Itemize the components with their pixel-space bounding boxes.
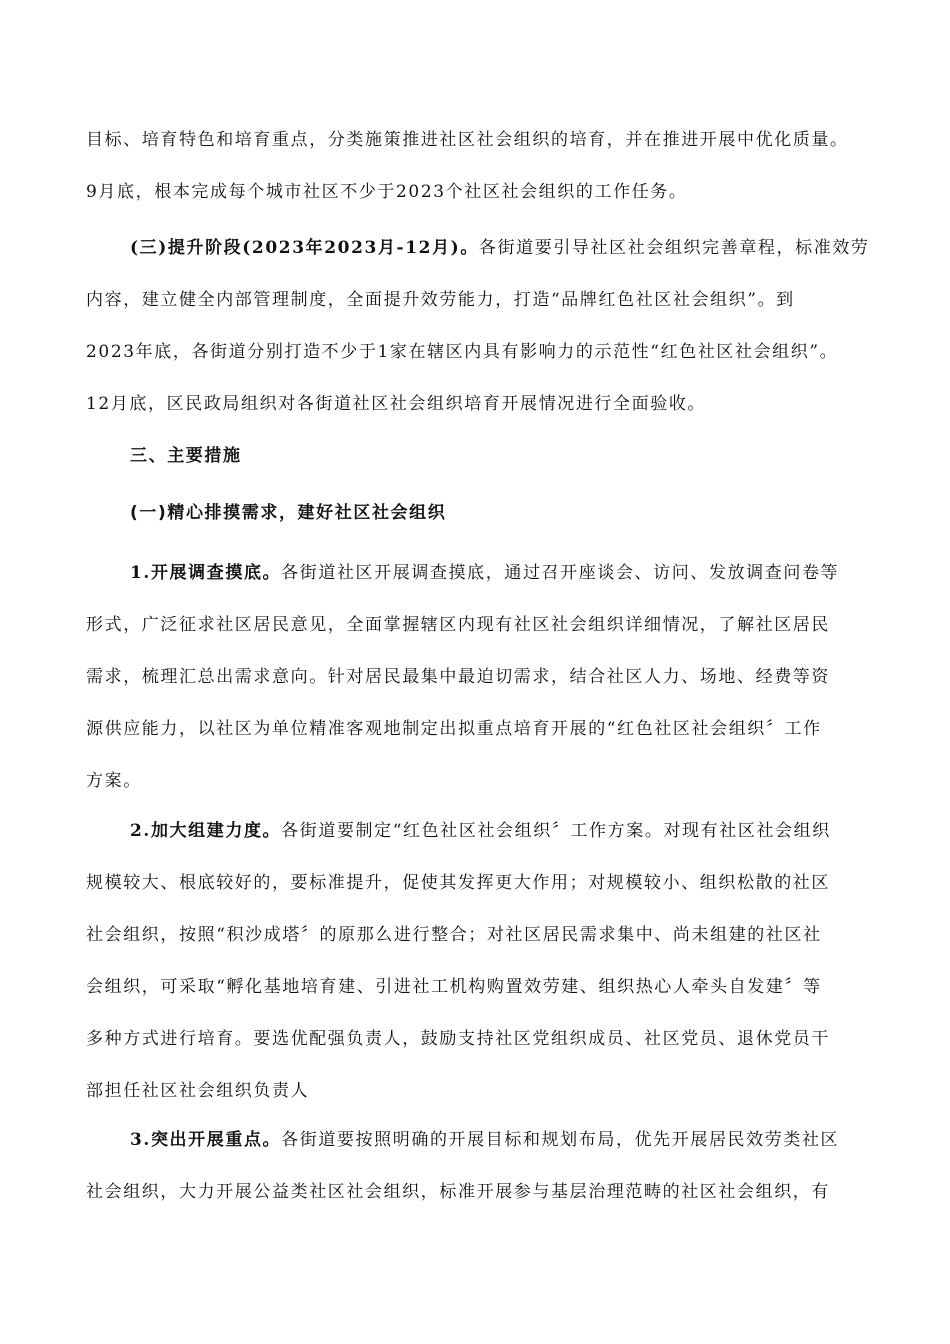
- text-line: [86, 547, 878, 599]
- paragraph-lead: (三)提升阶段(2023年2023月-12月)。: [130, 238, 479, 258]
- paragraph-lead: 3.突出开展重点。: [130, 1130, 282, 1150]
- text-line: 会组织，可采取“孵化基地培育建、引进社工机构购置效劳建、组织热心人牵头自发建〞等: [86, 977, 822, 997]
- text-line: 9月底，根本完成每个城市社区不少于2023个社区社会组织的工作任务。: [86, 182, 688, 202]
- text-line: [86, 1114, 878, 1166]
- text-line: [86, 222, 878, 274]
- paragraph-lead: 2.加大组建力度。: [130, 821, 282, 841]
- text-line: 内容，建立健全内部管理制度，全面提升效劳能力，打造“品牌红色社区社会组织”。到: [86, 290, 795, 310]
- paragraph-item-2: [86, 805, 878, 1117]
- text-line: [86, 805, 878, 857]
- section-heading: 三、主要措施: [130, 446, 242, 466]
- text-line: 目标、培育特色和培育重点，分类施策推进社区社会组织的培育，并在推进开展中优化质量。: [86, 130, 849, 150]
- paragraph-upgrade-stage: [86, 222, 878, 430]
- paragraph-text: 各街道要制定“红色社区社会组织〞工作方案。对现有社区社会组织: [281, 821, 831, 841]
- paragraph-text: 各街道要按照明确的开展目标和规划布局，优先开展居民效劳类社区: [281, 1130, 840, 1150]
- text-line: 社会组织，按照“积沙成塔〞的原那么进行整合；对社区居民需求集中、尚未组建的社区社: [86, 925, 822, 945]
- paragraph-lead: 1.开展调查摸底。: [130, 563, 282, 583]
- text-line: 形式，广泛征求社区居民意见，全面掌握辖区内现有社区社会组织详细情况，了解社区居民: [86, 615, 830, 635]
- text-line: 需求，梳理汇总出需求意向。针对居民最集中最迫切需求，结合社区人力、场地、经费等资: [86, 667, 830, 687]
- text-line: 源供应能力，以社区为单位精准客观地制定出拟重点培育开展的“红色社区社会组织〞工作: [86, 719, 822, 739]
- text-line: 2023年底，各街道分别打造不少于1家在辖区内具有影响力的示范性“红色社区社会组织”。: [86, 342, 839, 362]
- paragraph-item-1: [86, 547, 878, 807]
- text-line: 多种方式进行培育。要选优配强负责人，鼓励支持社区党组织成员、社区党员、退休党员干: [86, 1029, 830, 1049]
- text-line: 社会组织，大力开展公益类社区社会组织，标准开展参与基层治理范畴的社区社会组织，有: [86, 1182, 830, 1202]
- text-line: 规模较大、根底较好的，要标准提升，促使其发挥更大作用；对规模较小、组织松散的社区: [86, 873, 830, 893]
- paragraph-text: 各街道社区开展调查摸底，通过召开座谈会、访问、发放调查问卷等: [281, 563, 840, 583]
- paragraph-item-3: [86, 1114, 878, 1218]
- text-line: 方案。: [86, 771, 142, 791]
- text-line: 部担任社区社会组织负责人: [86, 1081, 310, 1101]
- paragraph-text: 各街道要引导社区社会组织完善章程，标准效劳: [478, 238, 870, 258]
- paragraph-continuation: [86, 114, 878, 218]
- subsection-heading: (一)精心排摸需求，建好社区社会组织: [130, 503, 447, 523]
- text-line: 12月底，区民政局组织对各街道社区社会组织培育开展情况进行全面验收。: [86, 394, 707, 414]
